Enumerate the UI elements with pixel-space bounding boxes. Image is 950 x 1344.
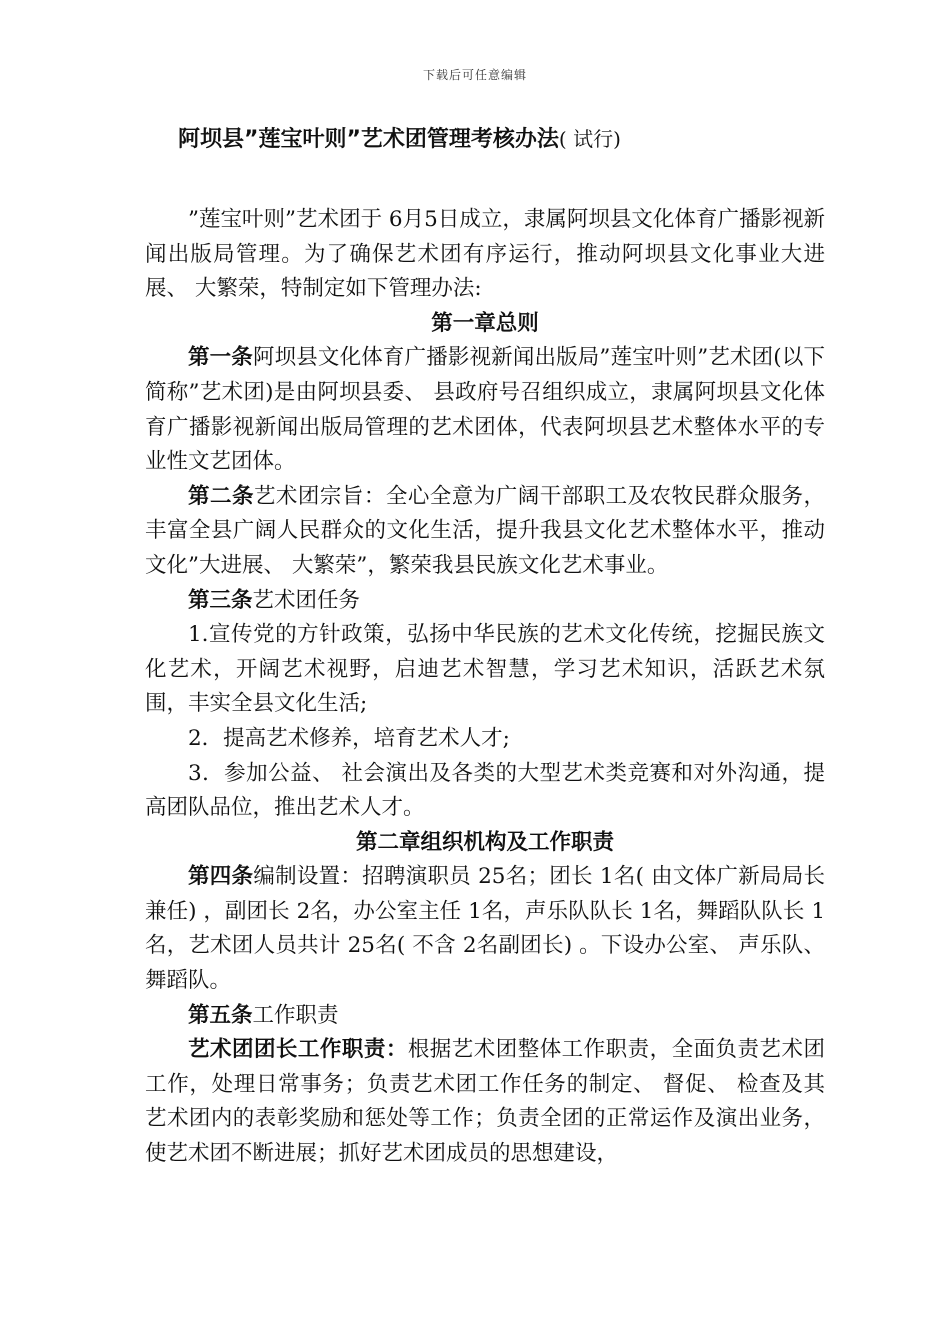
article-4-text: 编制设置：招聘演职员 25名；团长 1名( 由文体广新局局长兼任) ，副团长 2名，办公室主任 1名，声乐队队长 1名，舞蹈队队长 1名，艺术团人员共计 25名( 不含 2名副团长) 。下设办公室、 声乐队、 舞蹈队。: [145, 864, 825, 994]
article-4: [145, 860, 825, 998]
document-title: [178, 122, 798, 153]
article-2: [145, 480, 825, 584]
article-3-text: 艺术团任务: [252, 587, 361, 613]
chapter-heading-1: 第一章总则: [431, 310, 539, 336]
article-2-text: 艺术团宗旨：全心全意为广阔干部职工及农牧民群众服务，丰富全县广阔人民群众的文化生活，提升我县文化艺术整体水平，推动文化”大进展、 大繁荣”，繁荣我县民族文化艺术事业。: [145, 483, 825, 578]
chapter-heading-2: 第二章组织机构及工作职责: [355, 829, 614, 855]
duty-text: 根据艺术团整体工作职责，全面负责艺术团工作，处理日常事务；负责艺术团工作任务的制定、 督促、 检查及其艺术团内的表彰奖励和惩处等工作；负责全团的正常运作及演出业务，使艺术团不断进展；抓好艺术团成员的思想建设，: [145, 1037, 825, 1167]
intro-paragraph: ”莲宝叶则”艺术团于 6月5日成立，隶属阿坝县文化体育广播影视新闻出版局管理。为了确保艺术团有序运行，推动阿坝县文化事业大进展、 大繁荣，特制定如下管理办法:: [145, 207, 825, 302]
article-3-label: 第三条: [188, 587, 253, 613]
header-note: 下载后可任意编辑: [422, 68, 527, 82]
document-body: [145, 203, 825, 1172]
task-item-2: 2．提高艺术修养，培育艺术人才;: [188, 725, 510, 751]
task-item-3: 3．参加公益、 社会演出及各类的大型艺术类竞赛和对外沟通，提高团队品位，推出艺术人才。: [145, 760, 825, 821]
article-1: [145, 341, 825, 479]
article-2-label: 第二条: [188, 483, 254, 509]
duty-label: 艺术团团长工作职责：: [188, 1037, 408, 1063]
title-suffix: ( 试行): [558, 127, 621, 151]
article-4-label: 第四条: [188, 864, 254, 890]
duty-paragraph: [145, 1033, 825, 1171]
article-5-text: 工作职责: [252, 1002, 339, 1028]
title-main: 阿坝县”莲宝叶则”艺术团管理考核办法: [178, 127, 559, 152]
task-item-1: 1.宣传党的方针政策，弘扬中华民族的艺术文化传统，挖掘民族文化艺术，开阔艺术视野，启迪艺术智慧，学习艺术知识，活跃艺术氛围，丰实全县文化生活;: [145, 622, 825, 717]
article-5-label: 第五条: [188, 1002, 253, 1028]
article-3: [145, 584, 825, 619]
article-1-label: 第一条: [188, 345, 253, 371]
article-1-text: 阿坝县文化体育广播影视新闻出版局”莲宝叶则”艺术团(以下简称”艺术团)是由阿坝县委、 县政府号召组织成立，隶属阿坝县文化体育广播影视新闻出版局管理的艺术团体，代表阿坝县艺术整体水平的专业性文艺团体。: [145, 345, 825, 475]
article-5: [145, 999, 825, 1034]
